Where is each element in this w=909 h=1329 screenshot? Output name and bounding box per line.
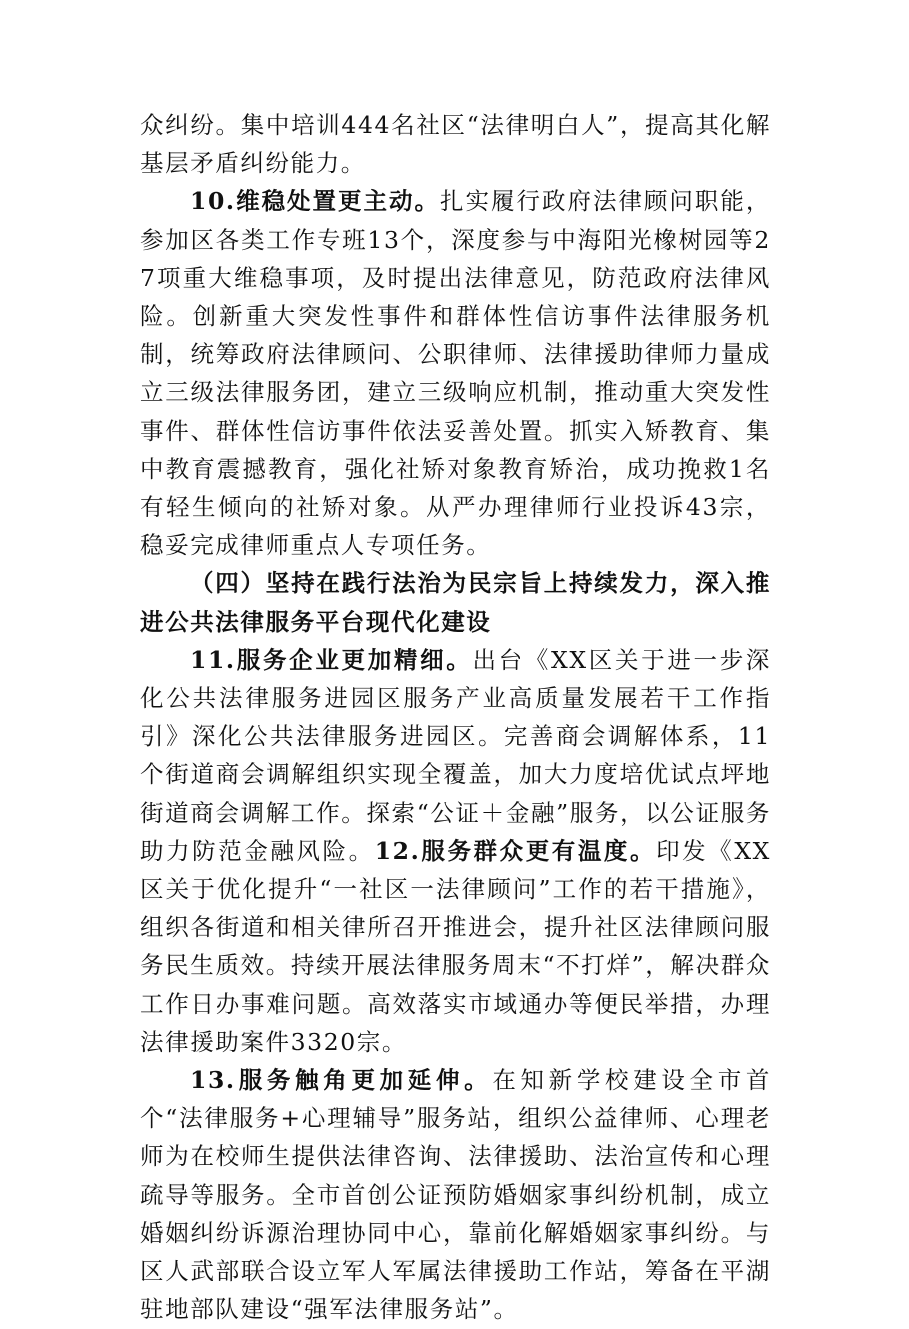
paragraph-continued xyxy=(140,106,771,182)
paragraph-body: 在知新学校建设全市首个“法律服务+心理辅导”服务站，组织公益律师、心理老师为在校师生提供法律咨询、法律援助、法治宣传和心理疏导等服务。全市首创公证预防婚姻家事纠纷机制，成立婚姻纠纷诉源治理协同中心，靠前化解婚姻家事纠纷。与区人武部联合设立军人军属法律援助工作站，筹备在平湖驻地部队建设“强军法律服务站”。 xyxy=(140,1066,771,1324)
paragraph-item-11-12 xyxy=(140,641,771,1061)
item-heading: 11.服务企业更加精细。 xyxy=(190,645,473,674)
paragraph-item-13 xyxy=(140,1061,771,1328)
paragraph-body: 扎实履行政府法律顾问职能，参加区各类工作专班13个，深度参与中海阳光橡树园等27项重大维稳事项，及时提出法律意见，防范政府法律风险。创新重大突发性事件和群体性信访事件法律服务机制，统筹政府法律顾问、公职律师、法律援助律师力量成立三级法律服务团，建立三级响应机制，推动重大突发性事件、群体性信访事件依法妥善处置。抓实入矫教育、集中教育震撼教育，强化社矫对象教育矫治，成功挽救1名有轻生倾向的社矫对象。从严办理律师行业投诉43宗，稳妥完成律师重点人专项任务。 xyxy=(140,187,771,560)
paragraph-item-10 xyxy=(140,182,771,564)
paragraph-body: 出台《XX区关于进一步深化公共法律服务进园区服务产业高质量发展若干工作指引》深化公共法律服务进园区。完善商会调解体系，11个街道商会调解组织实现全覆盖，加大力度培优试点坪地街道商会调解工作。探索“公证＋金融”服务，以公证服务助力防范金融风险。 xyxy=(140,645,771,865)
item-heading: 10.维稳处置更主动。 xyxy=(190,187,440,216)
item-heading: 12.服务群众更有温度。 xyxy=(374,836,657,865)
section-heading-text: （四）坚持在践行法治为民宗旨上持续发力，深入推进公共法律服务平台现代化建设 xyxy=(140,569,771,636)
paragraph-body: 众纠纷。集中培训444名社区“法律明白人”，提高其化解基层矛盾纠纷能力。 xyxy=(140,111,771,178)
item-heading: 13.服务触角更加延伸。 xyxy=(190,1066,493,1095)
section-heading-4 xyxy=(140,564,771,640)
paragraph-body: 印发《XX区关于优化提升“一社区一法律顾问”工作的若干措施》，组织各街道和相关律所召开推进会，提升社区法律顾问服务民生质效。持续开展法律服务周末“不打烊”，解决群众工作日办事难问题。高效落实市域通办等便民举措，办理法律援助案件3320宗。 xyxy=(140,836,771,1056)
